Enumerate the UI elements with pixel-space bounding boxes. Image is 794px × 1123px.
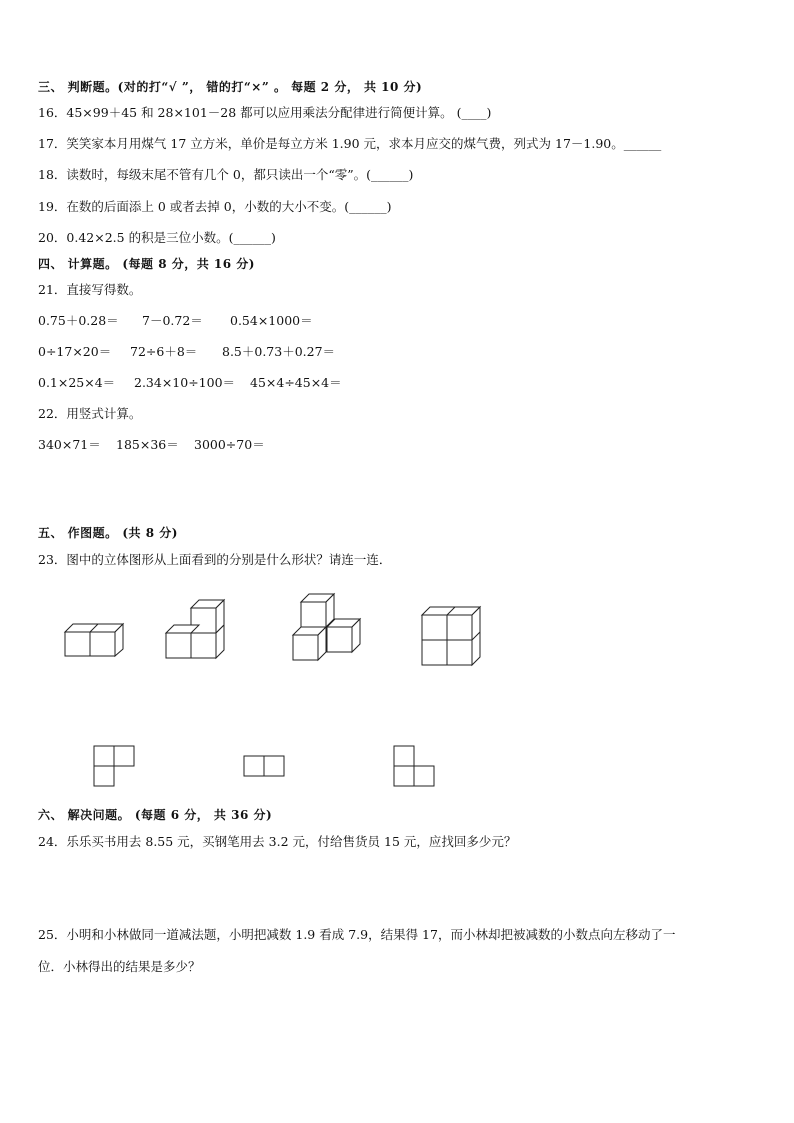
question-17: 17．笑笑家本月用煤气 17 立方米，单价是每立方米 1.90 元，求本月应交的煤气费，列式为 17－1.90。______ <box>38 136 662 151</box>
section-6-heading: 六、 解决问题。 (每题 6 分， 共 36 分) <box>38 808 273 822</box>
question-19: 19．在数的后面添上 0 或者去掉 0，小数的大小不变。(______) <box>38 199 392 214</box>
vertical-calc-item: 340×71＝ <box>38 437 101 452</box>
question-24: 24．乐乐买书用去 8.55 元，买钢笔用去 3.2 元，付给售货员 15 元，应找回多少元？ <box>38 834 517 849</box>
question-23: 23．图中的立体图形从上面看到的分别是什么形状？请连一连． <box>38 552 392 567</box>
mental-math-item: 7－0.72＝ <box>142 313 203 328</box>
mental-math-item: 2.34×10÷100＝ <box>134 375 236 390</box>
mental-math-item: 0.54×1000＝ <box>230 313 313 328</box>
vertical-calc-item: 185×36＝ <box>116 437 179 452</box>
mental-math-item: 72÷6＋8＝ <box>130 344 198 359</box>
question-22: 22．用竖式计算。 <box>38 406 142 421</box>
mental-math-item: 45×4÷45×4＝ <box>250 375 342 390</box>
section-4-heading: 四、 计算题。 (每题 8 分，共 16 分) <box>38 257 255 271</box>
question-20: 20．0.42×2.5 的积是三位小数。(______) <box>38 230 276 245</box>
mental-math-item: 0÷17×20＝ <box>38 344 112 359</box>
question-18: 18．读数时，每级末尾不管有几个 0，都只读出一个“零”。(______) <box>38 167 414 182</box>
question-21: 21．直接写得数。 <box>38 282 142 297</box>
question-16: 16．45×99＋45 和 28×101－28 都可以应用乘法分配律进行简便计算。 (____) <box>38 105 492 120</box>
mental-math-item: 0.1×25×4＝ <box>38 375 116 390</box>
section-3-heading: 三、 判断题。(对的打“√ ”， 错的打“×” 。 每题 2 分， 共 10 分) <box>38 80 423 94</box>
mental-math-item: 0.75＋0.28＝ <box>38 313 119 328</box>
question-25-line-1: 25．小明和小林做同一道减法题，小明把减数 1.9 看成 7.9，结果得 17，而小林却把被减数的小数点向左移动了一 <box>38 927 676 942</box>
section-5-heading: 五、 作图题。 (共 8 分) <box>38 526 178 540</box>
mental-math-item: 8.5＋0.73＋0.27＝ <box>222 344 336 359</box>
question-25-line-2: 位．小林得出的结果是多少？ <box>38 959 201 974</box>
vertical-calc-item: 3000÷70＝ <box>194 437 265 452</box>
